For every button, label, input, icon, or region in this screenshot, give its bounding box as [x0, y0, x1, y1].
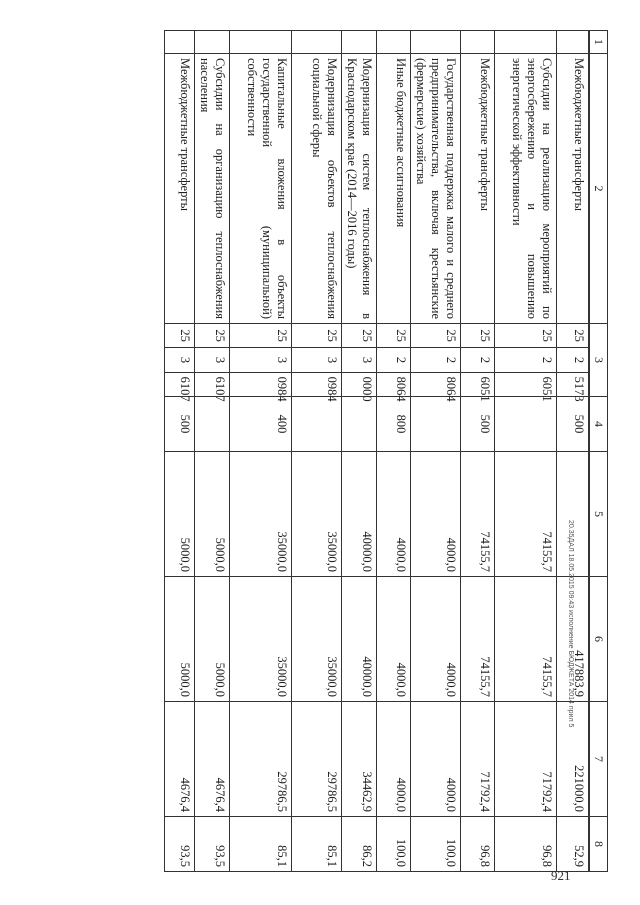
row-type: 500: [557, 397, 589, 452]
row-percent: 96,8: [495, 817, 557, 872]
row-code-c: 6051: [495, 372, 557, 396]
row-code-c: 8064: [411, 372, 461, 396]
row-code-a: 25: [292, 324, 342, 348]
row-percent: 93,5: [195, 817, 230, 872]
row-revised: 35000,0: [292, 577, 342, 702]
row-type: 800: [377, 397, 411, 452]
row-actual: 71792,4: [461, 702, 495, 817]
row-percent: 86,2: [342, 817, 377, 872]
footer-note: 20.35ДАЛ 18.05.2015 09:43 исполнение БЮДЖЕТА 2014 прил 5: [567, 520, 574, 728]
row-plan: 74155,7: [495, 452, 557, 577]
row-code-a: 25: [165, 324, 195, 348]
row-code-a: 25: [461, 324, 495, 348]
row-code-c: 5173: [557, 372, 589, 396]
row-percent: 52,9: [557, 817, 589, 872]
row-code-b: 3: [165, 348, 195, 372]
row-code-a: 25: [195, 324, 230, 348]
row-name: Капитальные вложения в объекты государственной (муниципальной) собственности: [230, 54, 292, 324]
row-name: Модернизация объектов теплоснабжения социальной сферы: [292, 54, 342, 324]
table-body: [165, 31, 589, 872]
row-code-a: 25: [557, 324, 589, 348]
rotated-page-content: [40, 30, 608, 872]
row-plan: 74155,7: [461, 452, 495, 577]
table-row: [292, 31, 342, 872]
row-code-c: 6107: [165, 372, 195, 396]
row-percent: 85,1: [292, 817, 342, 872]
header-col-6: 6: [590, 577, 608, 702]
row-col-1: [195, 31, 230, 54]
row-code-a: 25: [411, 324, 461, 348]
row-revised: 74155,7: [495, 577, 557, 702]
row-actual: 4000,0: [411, 702, 461, 817]
row-name: Государственная поддержка малого и среднего предпринимательства, включая крестьянские (фермерские) хозяйства: [411, 54, 461, 324]
row-name: Субсидии на реализацию мероприятий по энергосбережению и повышению энергетической эффективности: [495, 54, 557, 324]
row-code-b: 2: [461, 348, 495, 372]
row-type: [292, 397, 342, 452]
row-plan: 5000,0: [195, 452, 230, 577]
row-revised: 417883,9: [557, 577, 589, 702]
row-code-c: 8064: [377, 372, 411, 396]
row-type: [195, 397, 230, 452]
row-type: 500: [461, 397, 495, 452]
table-row: [461, 31, 495, 872]
row-actual: 221000,0: [557, 702, 589, 817]
row-code-b: 3: [292, 348, 342, 372]
row-actual: 29786,5: [292, 702, 342, 817]
row-col-1: [342, 31, 377, 54]
row-revised: 5000,0: [195, 577, 230, 702]
row-col-1: [411, 31, 461, 54]
row-col-1: [557, 31, 589, 54]
row-plan: 4000,0: [411, 452, 461, 577]
row-col-1: [461, 31, 495, 54]
row-code-c: 0984: [292, 372, 342, 396]
row-code-b: 3: [230, 348, 292, 372]
row-percent: 96,8: [461, 817, 495, 872]
row-actual: 4676,4: [165, 702, 195, 817]
row-type: 400: [230, 397, 292, 452]
row-col-1: [165, 31, 195, 54]
row-code-b: 3: [342, 348, 377, 372]
row-name: Межбюджетные трансферты: [165, 54, 195, 324]
table-row: [495, 31, 557, 872]
row-name: Межбюджетные трансферты: [461, 54, 495, 324]
row-plan: 35000,0: [292, 452, 342, 577]
row-revised: 5000,0: [165, 577, 195, 702]
row-plan: 35000,0: [230, 452, 292, 577]
header-col-1: 1: [590, 31, 608, 54]
table-row: [377, 31, 411, 872]
row-code-a: 25: [342, 324, 377, 348]
row-name: Субсидии на организацию теплоснабжения населения: [195, 54, 230, 324]
row-code-b: 2: [377, 348, 411, 372]
row-col-1: [495, 31, 557, 54]
row-revised: 74155,7: [461, 577, 495, 702]
row-type: 500: [165, 397, 195, 452]
header-col-5: 5: [590, 452, 608, 577]
page-number: 921: [551, 868, 571, 883]
row-plan: 40000,0: [342, 452, 377, 577]
row-code-a: 25: [495, 324, 557, 348]
row-percent: 93,5: [165, 817, 195, 872]
row-code-c: 6051: [461, 372, 495, 396]
row-percent: 85,1: [230, 817, 292, 872]
header-col-7: 7: [590, 702, 608, 817]
row-col-1: [377, 31, 411, 54]
row-code-a: 25: [230, 324, 292, 348]
row-code-b: 2: [495, 348, 557, 372]
header-col-4: 4: [590, 397, 608, 452]
row-code-b: 2: [557, 348, 589, 372]
row-revised: 4000,0: [411, 577, 461, 702]
row-actual: 4000,0: [377, 702, 411, 817]
row-actual: 34462,9: [342, 702, 377, 817]
row-revised: 35000,0: [230, 577, 292, 702]
row-code-c: 0000: [342, 372, 377, 396]
row-code-c: 6107: [195, 372, 230, 396]
row-type: [342, 397, 377, 452]
row-type: [411, 397, 461, 452]
row-plan: 4000,0: [377, 452, 411, 577]
header-col-3: 3: [590, 324, 608, 397]
table-row: [230, 31, 292, 872]
row-col-1: [230, 31, 292, 54]
row-name: Межбюджетные трансферты: [557, 54, 589, 324]
row-code-b: 2: [411, 348, 461, 372]
table-row: [411, 31, 461, 872]
row-actual: 29786,5: [230, 702, 292, 817]
row-type: [495, 397, 557, 452]
row-name: Модернизация систем теплоснабжения в Краснодарском крае (2014—2016 годы): [342, 54, 377, 324]
table-row: [342, 31, 377, 872]
row-code-c: 0984: [230, 372, 292, 396]
header-col-8: 8: [590, 817, 608, 872]
header-col-2: 2: [590, 54, 608, 324]
budget-table: [164, 30, 608, 872]
row-revised: 40000,0: [342, 577, 377, 702]
row-actual: 71792,4: [495, 702, 557, 817]
row-revised: 4000,0: [377, 577, 411, 702]
row-percent: 100,0: [377, 817, 411, 872]
table-row: [165, 31, 195, 872]
row-name: Иные бюджетные ассигнования: [377, 54, 411, 324]
row-actual: 4676,4: [195, 702, 230, 817]
table-row: [195, 31, 230, 872]
row-plan: 5000,0: [165, 452, 195, 577]
row-code-b: 3: [195, 348, 230, 372]
row-code-a: 25: [377, 324, 411, 348]
header-row: [590, 31, 608, 872]
row-col-1: [292, 31, 342, 54]
row-percent: 100,0: [411, 817, 461, 872]
